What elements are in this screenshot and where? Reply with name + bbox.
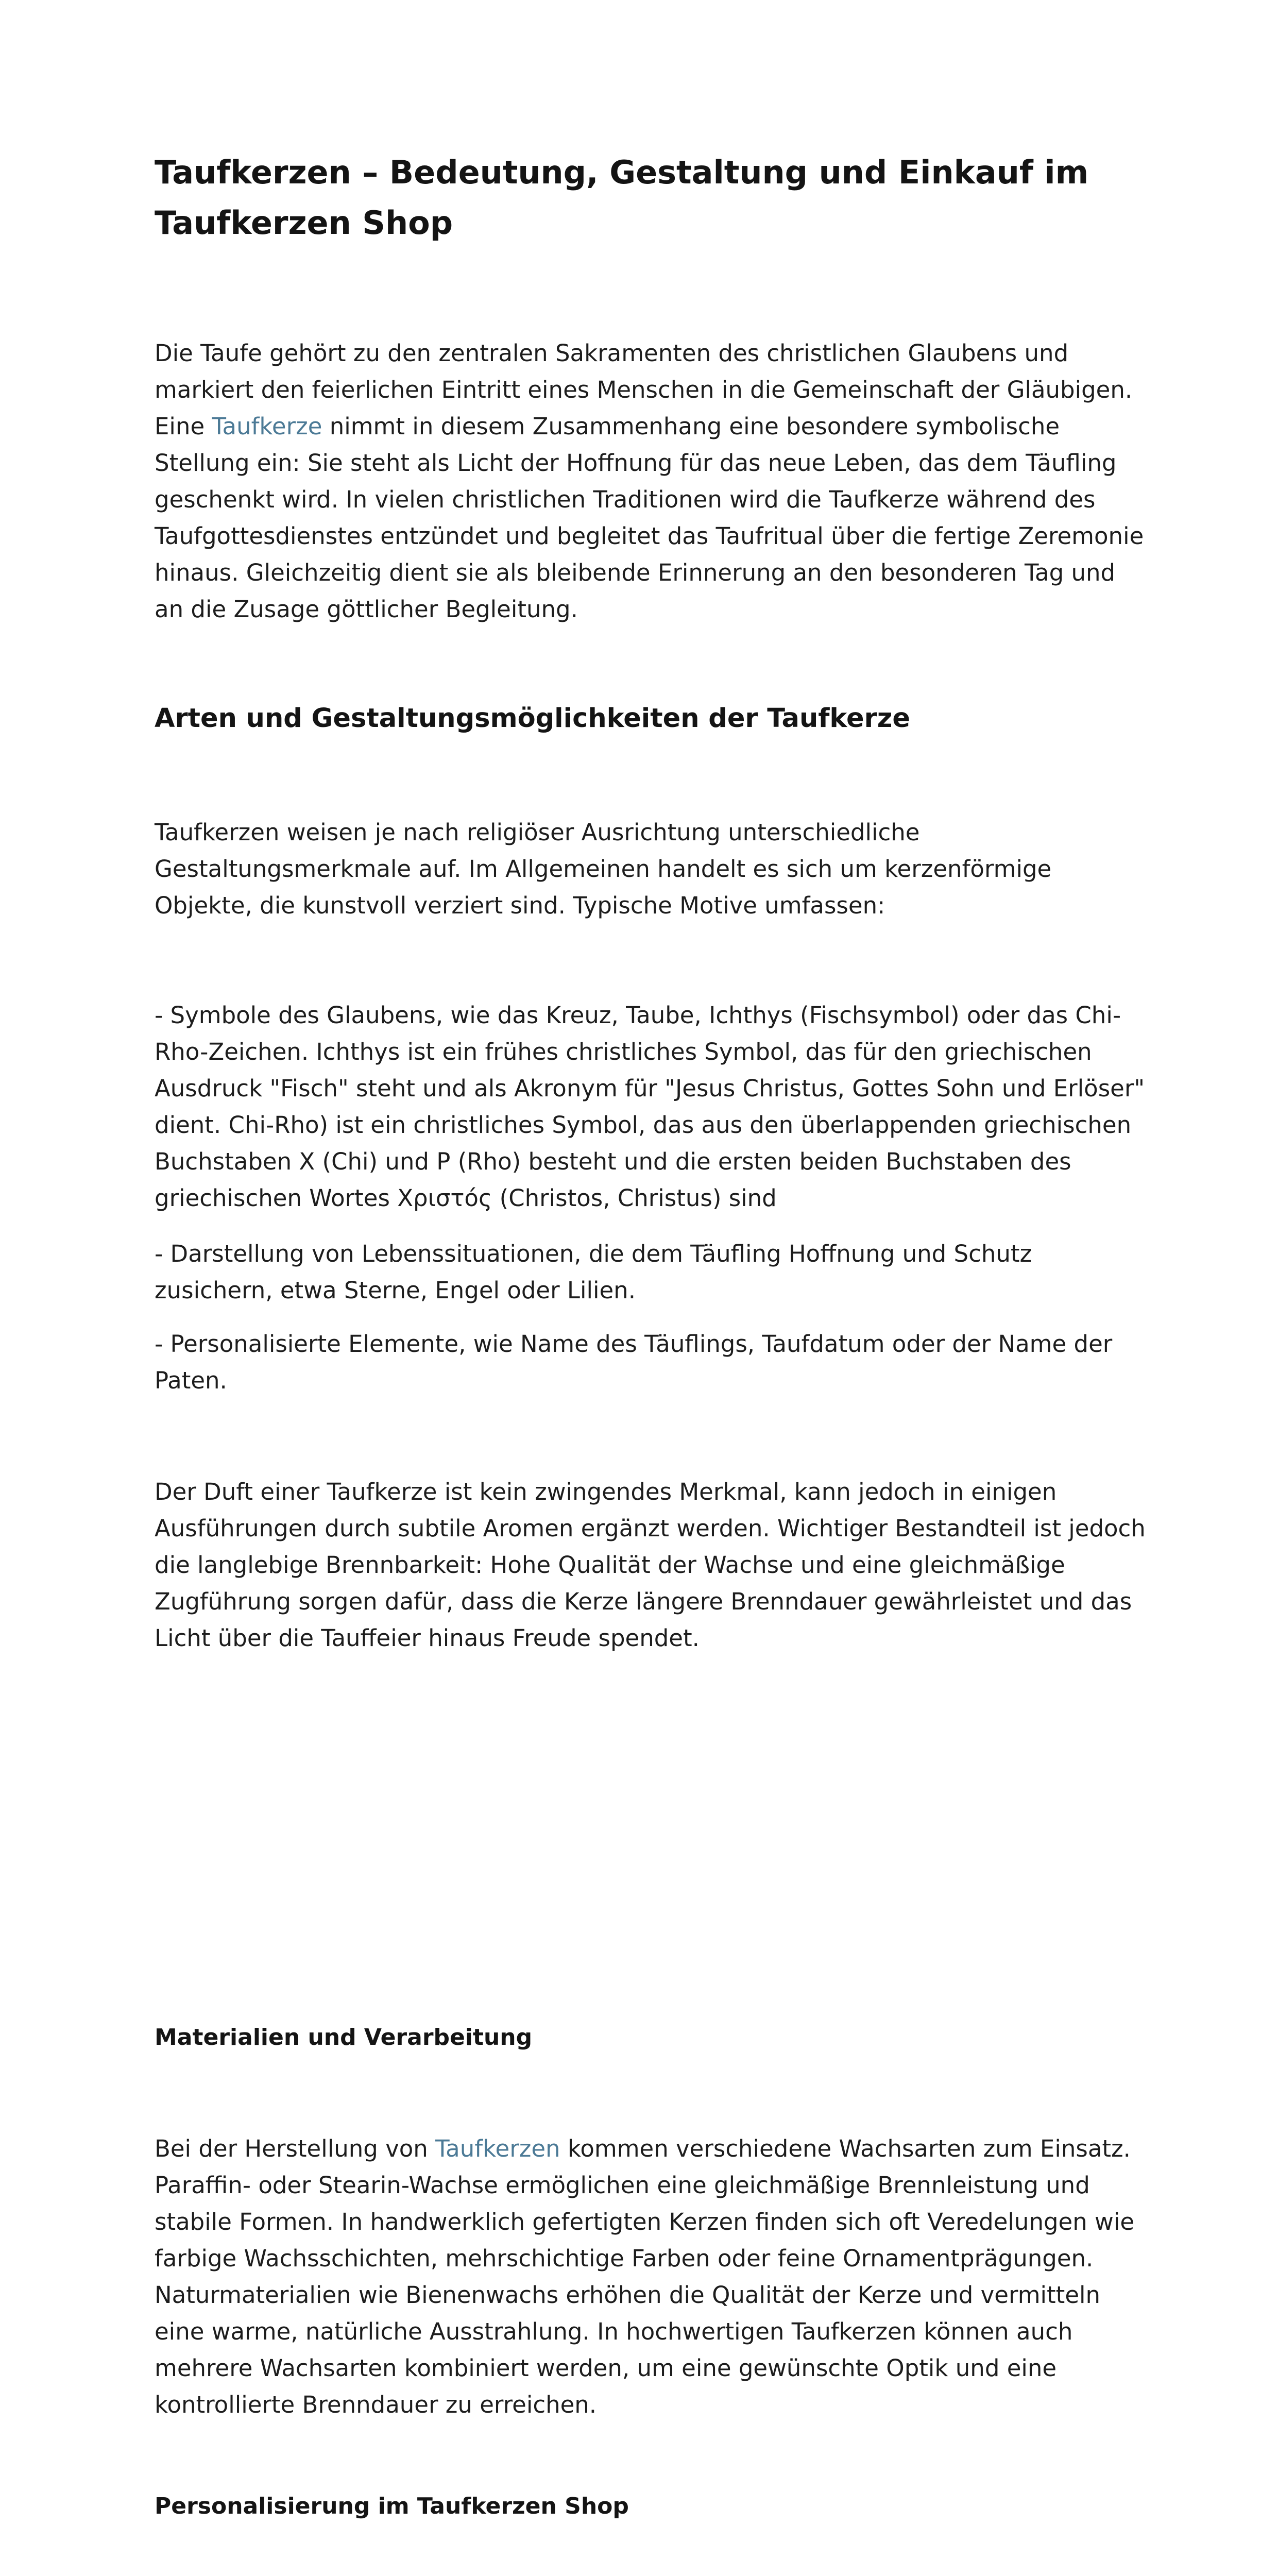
section2-text-after-link: kommen verschiedene Wachsarten zum Einsatz. Paraffin- oder Stearin-Wachse ermöglichen eine gleichmäßige Brennleistung und stabile Formen. In handwerklich gefertigten Kerzen finden sich oft Veredelungen wie farbige Wachsschichten, mehrschichtige Farben oder feine Ornamentprägungen. Naturmaterialien wie Bienenwachs erhöhen die Qualität der Kerze und vermitteln eine warme, natürliche Ausstrahlung. In hochwertigen Taufkerzen können auch mehrere Wachsarten kombiniert werden, um eine gewünschte Optik und eine kontrollierte Brenndauer zu erreichen. xyxy=(155,2135,1135,2418)
section1-outro: Der Duft einer Taufkerze ist kein zwingendes Merkmal, kann jedoch in einigen Ausführungen durch subtile Aromen ergänzt werden. Wichtiger Bestandteil ist jedoch die langlebige Brennbarkeit: Hohe Qualität der Wachse und eine gleichmäßige Zugführung sorgen dafür, dass die Kerze längere Brenndauer gewährleistet und das Licht über die Tauffeier hinaus Freude spendet. xyxy=(155,1478,1146,1652)
section2-paragraph xyxy=(155,2130,1149,2423)
list-item-lebenssituationen: - Darstellung von Lebenssituationen, die dem Täufling Hoffnung und Schutz zusichern, etwa Sterne, Engel oder Lilien. xyxy=(155,1240,1032,1304)
list-item-personalisierte-elemente: - Personalisierte Elemente, wie Name des Täuflings, Taufdatum oder der Name der Paten. xyxy=(155,1330,1113,1394)
intro-paragraph xyxy=(155,335,1149,628)
section-heading-personalisierung: Personalisierung im Taufkerzen Shop xyxy=(155,2493,629,2519)
taufkerze-link[interactable]: Taufkerze xyxy=(212,413,322,440)
page-title: Taufkerzen – Bedeutung, Gestaltung und Einkauf im Taufkerzen Shop xyxy=(155,154,1089,242)
section-heading-arten: Arten und Gestaltungsmöglichkeiten der Taufkerze xyxy=(155,703,910,734)
section1-intro: Taufkerzen weisen je nach religiöser Ausrichtung unterschiedliche Gestaltungsmerkmale auf. Im Allgemeinen handelt es sich um kerzenförmige Objekte, die kunstvoll verziert sind. Typische Motive umfassen: xyxy=(155,819,1052,919)
intro-text-after-link: nimmt in diesem Zusammenhang eine besondere symbolische Stellung ein: Sie steht als Licht der Hoffnung für das neue Leben, das dem Täufling geschenkt wird. In vielen christlichen Traditionen wird die Taufkerze während des Taufgottesdienstes entzündet und begleitet das Taufritual über die fertige Zeremonie hinaus. Gleichzeitig dient sie als bleibende Erinnerung an den besonderen Tag und an die Zusage göttlicher Begleitung. xyxy=(155,413,1144,623)
section-heading-materialien: Materialien und Verarbeitung xyxy=(155,2024,533,2050)
intro-text-before-link: Die Taufe gehört zu den zentralen Sakramenten des christlichen Glaubens und markiert den feierlichen Eintritt eines Menschen in die Gemeinschaft der Gläubigen. Eine xyxy=(155,340,1133,440)
taufkerzen-link[interactable]: Taufkerzen xyxy=(435,2135,560,2162)
list-item-symbole: - Symbole des Glaubens, wie das Kreuz, Taube, Ichthys (Fischsymbol) oder das Chi-Rho-Zeichen. Ichthys ist ein frühes christliches Symbol, das für den griechischen Ausdruck "Fisch" steht und als Akronym für "Jesus Christus, Gottes Sohn und Erlöser" dient. Chi-Rho) ist ein christliches Symbol, das aus den überlappenden griechischen Buchstaben X (Chi) und P (Rho) besteht und die ersten beiden Buchstaben des griechischen Wortes Χριστός (Christos, Christus) sind xyxy=(155,1002,1145,1212)
section2-text-before-link: Bei der Herstellung von xyxy=(155,2135,436,2162)
